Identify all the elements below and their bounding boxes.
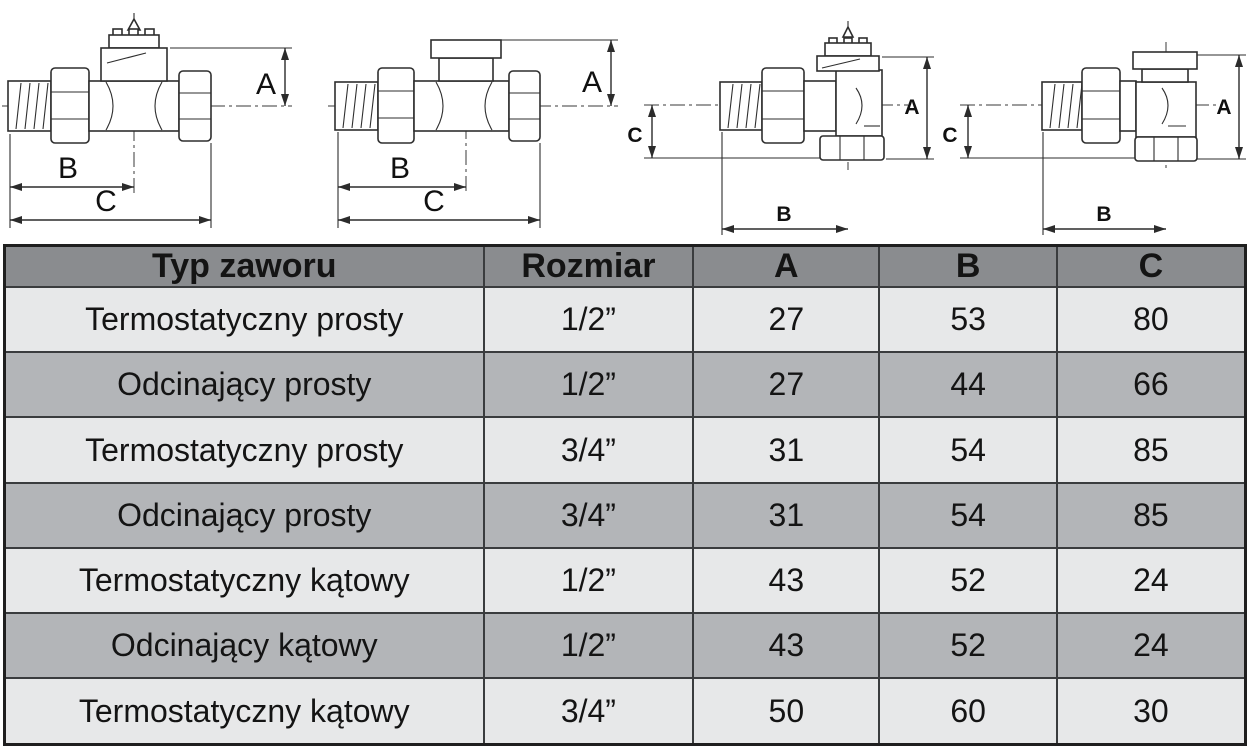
dim-label-b: B bbox=[389, 152, 411, 185]
cell-b: 52 bbox=[879, 548, 1056, 613]
cell-valve-type: Termostatyczny kątowy bbox=[5, 678, 484, 744]
table-section bbox=[3, 244, 1247, 746]
col-header-c: C bbox=[1057, 246, 1246, 288]
cell-c: 80 bbox=[1057, 287, 1246, 352]
thermostat-pin bbox=[843, 27, 853, 37]
cell-a: 43 bbox=[693, 613, 879, 678]
cell-a: 27 bbox=[693, 352, 879, 417]
cell-c: 24 bbox=[1057, 613, 1246, 678]
dim-label-c: C bbox=[95, 185, 117, 218]
dim-label-c: C bbox=[627, 124, 643, 147]
cell-c: 30 bbox=[1057, 678, 1246, 744]
cell-c: 85 bbox=[1057, 483, 1246, 548]
cell-valve-type: Termostatyczny prosty bbox=[5, 417, 484, 482]
col-header-valve-type: Typ zaworu bbox=[5, 246, 484, 288]
cell-valve-type: Odcinający prosty bbox=[5, 483, 484, 548]
cell-b: 52 bbox=[879, 613, 1056, 678]
cell-size: 3/4” bbox=[484, 678, 694, 744]
table-row bbox=[5, 483, 1246, 548]
cell-b: 53 bbox=[879, 287, 1056, 352]
cell-c: 66 bbox=[1057, 352, 1246, 417]
cell-c: 85 bbox=[1057, 417, 1246, 482]
cell-size: 1/2” bbox=[484, 287, 694, 352]
dim-label-a: A bbox=[1216, 96, 1232, 119]
cell-valve-type: Odcinający prosty bbox=[5, 352, 484, 417]
dim-label-a: A bbox=[904, 96, 920, 119]
col-header-size: Rozmiar bbox=[484, 246, 694, 288]
diagram-angle-thermostatic-valve bbox=[620, 2, 950, 237]
cell-b: 54 bbox=[879, 417, 1056, 482]
table-row bbox=[5, 613, 1246, 678]
cell-a: 27 bbox=[693, 287, 879, 352]
diagram-straight-thermostatic-valve bbox=[0, 2, 300, 237]
cell-a: 31 bbox=[693, 417, 879, 482]
valve-diagrams bbox=[0, 0, 1250, 244]
col-header-a: A bbox=[693, 246, 879, 288]
table-row bbox=[5, 417, 1246, 482]
cell-size: 1/2” bbox=[484, 548, 694, 613]
cell-size: 1/2” bbox=[484, 352, 694, 417]
dim-label-a: A bbox=[255, 68, 277, 101]
table-row bbox=[5, 352, 1246, 417]
diagram-angle-shutoff-valve bbox=[930, 2, 1250, 237]
cell-b: 44 bbox=[879, 352, 1056, 417]
cell-valve-type: Odcinający kątowy bbox=[5, 613, 484, 678]
cell-valve-type: Termostatyczny prosty bbox=[5, 287, 484, 352]
dim-label-b: B bbox=[776, 203, 792, 226]
cell-c: 24 bbox=[1057, 548, 1246, 613]
cell-a: 50 bbox=[693, 678, 879, 744]
dim-label-c: C bbox=[942, 124, 958, 147]
valve-dimensions-table bbox=[3, 244, 1247, 746]
col-header-b: B bbox=[879, 246, 1056, 288]
cell-size: 1/2” bbox=[484, 613, 694, 678]
dim-label-a: A bbox=[581, 66, 603, 99]
cell-size: 3/4” bbox=[484, 417, 694, 482]
table-row bbox=[5, 678, 1246, 744]
dim-label-c: C bbox=[423, 185, 445, 218]
cell-valve-type: Termostatyczny kątowy bbox=[5, 548, 484, 613]
cell-b: 60 bbox=[879, 678, 1056, 744]
cell-size: 3/4” bbox=[484, 483, 694, 548]
cell-a: 43 bbox=[693, 548, 879, 613]
dim-label-b: B bbox=[57, 152, 79, 185]
table-row bbox=[5, 287, 1246, 352]
table-header-row bbox=[5, 246, 1246, 288]
cell-b: 54 bbox=[879, 483, 1056, 548]
cell-a: 31 bbox=[693, 483, 879, 548]
diagram-straight-shutoff-valve bbox=[320, 2, 630, 237]
dim-label-b: B bbox=[1096, 203, 1112, 226]
table-row bbox=[5, 548, 1246, 613]
